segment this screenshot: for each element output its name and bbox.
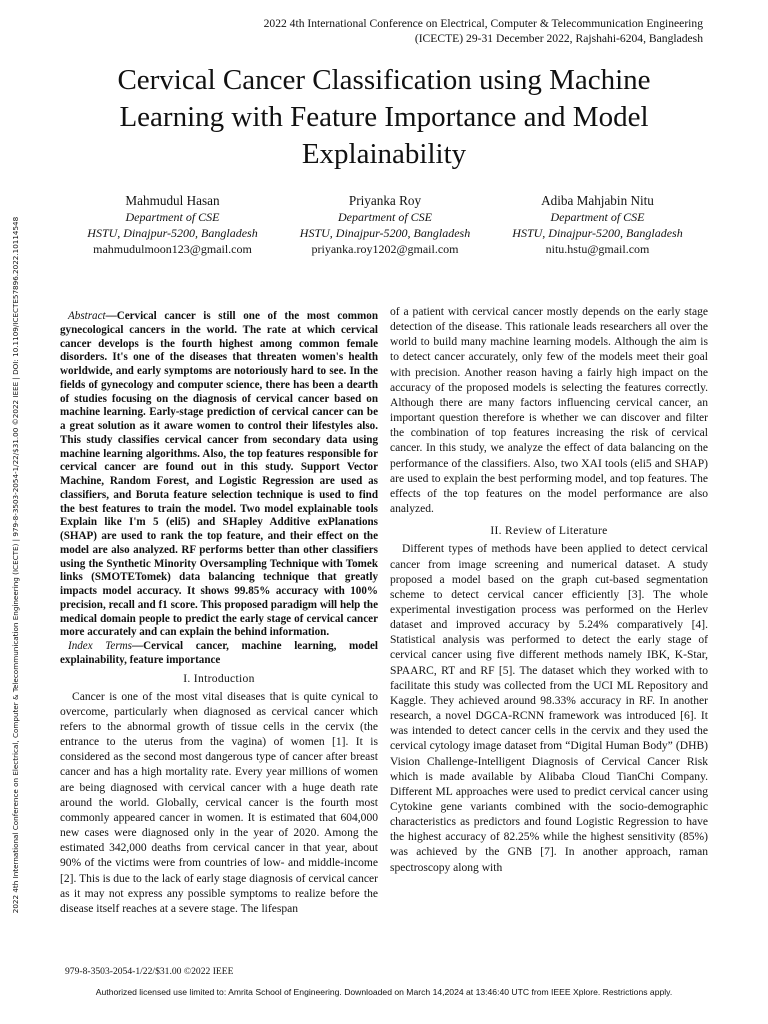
conference-line-1: 2022 4th International Conference on Electrical, Computer & Telecommunication Engineering xyxy=(263,17,703,30)
abstract xyxy=(60,310,378,640)
author-3 xyxy=(495,192,700,257)
paper-title: Cervical Cancer Classification using Machine Learning with Feature Importance and Model Explainability xyxy=(117,64,651,170)
side-doi-strip: 2022 4th International Conference on Electrical, Computer & Telecommunication Engineering (ICECTE) | 979-8-3503-2054-1/22/$31.00 ©2022 IEEE | DOI: 10.1109/ICECTE57896.2022.10114548 xyxy=(11,216,20,914)
intro-paragraph: Cancer is one of the most vital diseases that is quite cynical to overcome, particularly when diagnosed as cervical cancer which refers to the abnormal growth of tissue cells in the cervix (the entrance to the uterus from the vagina) of women [1]. It is considered as the second most dangerous type of cancer after breast cancer and has a high mortality rate. Every year millions of women are being diagnosed with cervical cancer with a huge death rate around the world. Globally, cervical cancer is the fourth most commonly appeared cancer in women. It is estimated that 604,000 new cases were diagnosed only in the year of 2020. Among the estimated 342,000 deaths from cervical cancer in that year, about 90% of the victims were from countries of low- and middle-income [2]. This is due to the lack of early stage diagnosis of cervical cancer as it may not express any possible symptoms to realize before the disease itself reaches at a severe stage. The lifespan xyxy=(60,690,378,915)
author-email: mahmudulmoon123@gmail.com xyxy=(93,242,252,256)
abstract-text: —Cervical cancer is still one of the most common gynecological cancers in the world. The rate at which cervical cancer develops is the fourth highest among common female disorders. It's one of the diseases that threaten women's health worldwide, and early symptoms are notoriously hard to see. In the fields of gynecology and computer science, there has been a dearth of studies focusing on the diagnosis of cervical cancer based on machine learning. Early-stage prediction of cervical cancer can be a great solution as it aware women to control their lifestyles also. This study classifies cervical cancer from secondary data using machine learning algorithms. Also, the top features responsible for cervical cancer are found out in this study. Support Vector Machine, Random Forest, and Logistic Regression are used as classifiers, and Boruta feature selection technique is used to find the best features to train the model. Two model explainable tools Explain like I'm 5 (eli5) and SHapley Additive exPlanations (SHAP) are used to rank the top feature, and their effect on the model are also analyzed. RF performs better than other classifiers using the Synthetic Minority Oversampling Technique with Tomek links (SMOTETomek) data balancing technique that greatly impacts model accuracy. It shows 99.85% accuracy with 100% precision, recall and f1 score. This proposed paradigm will help the medical domain people to predict the early stage of cervical cancer more accurately and can explain the behind information. xyxy=(60,310,378,639)
conference-line-2: (ICECTE) 29-31 December 2022, Rajshahi-6204, Bangladesh xyxy=(414,32,703,45)
left-column xyxy=(60,310,378,917)
section-heading-literature: II. Review of Literature xyxy=(490,524,608,538)
author-affiliation: HSTU, Dinajpur-5200, Bangladesh xyxy=(512,226,683,240)
author-name: Mahmudul Hasan xyxy=(125,193,220,208)
author-department: Department of CSE xyxy=(550,210,645,224)
author-block xyxy=(70,192,700,257)
author-name: Adiba Mahjabin Nitu xyxy=(541,193,654,208)
author-department: Department of CSE xyxy=(125,210,220,224)
intro-continuation-paragraph: of a patient with cervical cancer mostly depends on the early stage detection of the disease. This rationale leads researchers all over the world to build many machine learning models. Although the aim is to detect cancer accurately, only few of the models meet their goal with precision. Another reason having a fairly high impact on the accuracy of the proposed models is selecting the features correctly. Although there are many factors influencing cervical cancer, an important question therefore is whether we can discover and filter the combination of top features increasing the risk of cervical cancer. In this study, we analyze the effect of data balancing on the performance of the classifiers. Also, two XAI tools (eli5 and SHAP) are used to explain the best performing model, and top features. The effects of the top features on the model performance are also analyzed. xyxy=(390,306,708,516)
author-affiliation: HSTU, Dinajpur-5200, Bangladesh xyxy=(87,226,258,240)
section-heading-introduction: I. Introduction xyxy=(183,671,255,685)
conference-header xyxy=(264,16,703,46)
index-terms-lead: Index Terms xyxy=(68,640,132,652)
index-terms-text: —Cervical cancer, machine learning, model explainability, feature importance xyxy=(60,640,378,666)
author-affiliation: HSTU, Dinajpur-5200, Bangladesh xyxy=(299,226,471,240)
author-email: priyanka.roy1202@gmail.com xyxy=(311,242,459,256)
right-column xyxy=(390,305,708,876)
literature-paragraph: Different types of methods have been applied to detect cervical cancer from image screening and numerical dataset. A study proposed a model based on the graph cut-based segmentation scheme to detect cervical cancer efficiently [3]. The whole experimental investigation process was performed on the Herlev dataset and improved accuracy by 5.24% comparatively [4]. Statistical analysis was performed to detect the early stage of cervical cancer using five different methods namely IBK, K-Star, SPAARC, RT and RF [5]. The dataset which they worked with to facilitate this study was collected from the UCI ML Repository and Kaggle. They achieved around 98.33% accuracy in RF. In another research, a novel DGCA-RCNN framework was introduced [6]. It was intended to detect cancer cells in the cervix and they used the cervical cytology image dataset from “Digital Human Body” (DHB) Vision Challenge-Intelligent Diagnosis of Cervical Cancer Risk which is made available by Alibaba Cloud TianChi Company. Different ML approaches were used to predict cervical cancer using Cytokine gene variants combined with the socio-demographic characteristics as predictors and found Logistic Regression to have the highest accuracy of 82.25% while the highest sensitivity (85%) was achieved by the GNB [7]. In another approach, raman spectroscopy along with xyxy=(390,543,708,874)
abstract-lead: Abstract xyxy=(68,310,106,322)
author-department: Department of CSE xyxy=(338,210,432,224)
author-name: Priyanka Roy xyxy=(348,193,422,208)
footer-license: Authorized licensed use limited to: Amrita School of Engineering. Downloaded on March 14,2024 at 13:46:40 UTC from IEEE Xplore. Restrictions apply. xyxy=(95,987,673,997)
footer-isbn: 979-8-3503-2054-1/22/$31.00 ©2022 IEEE xyxy=(65,966,234,977)
author-2 xyxy=(283,192,488,257)
author-1 xyxy=(70,192,275,257)
index-terms xyxy=(60,640,378,668)
author-email: nitu.hstu@gmail.com xyxy=(545,242,650,256)
